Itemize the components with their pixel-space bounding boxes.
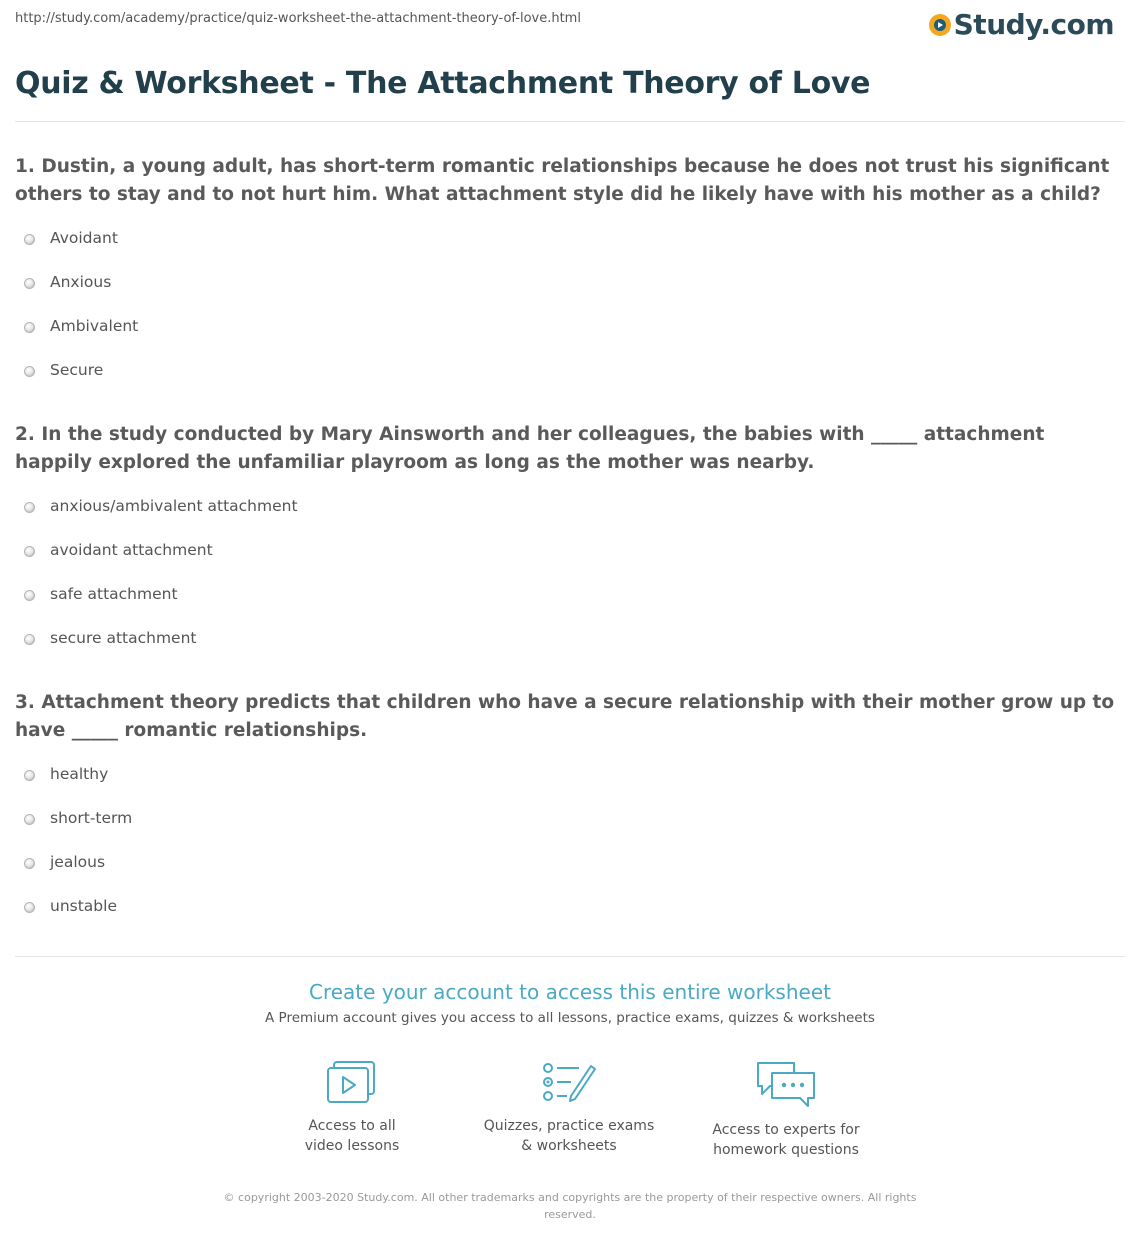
answer-label: safe attachment — [50, 585, 178, 603]
answer-option[interactable] — [20, 629, 298, 673]
answer-option[interactable] — [20, 317, 138, 361]
feature-quizzes — [469, 1060, 669, 1156]
answer-label: anxious/ambivalent attachment — [50, 497, 298, 515]
question-3: 3. Attachment theory predicts that children who have a secure relationship with their mother grow up to have _____ romantic relationships. — [15, 692, 1115, 741]
radio-button[interactable] — [24, 322, 35, 333]
title-divider — [15, 121, 1125, 122]
feature-label-line1: Access to all — [308, 1118, 396, 1134]
question-2: 2. In the study conducted by Mary Ainsworth and her colleagues, the babies with _____ attachment happily explored the unfamiliar playroom as long as the mother was nearby. — [15, 424, 1045, 473]
answer-list-1 — [20, 229, 138, 405]
video-lessons-icon — [326, 1060, 378, 1106]
radio-button[interactable] — [24, 858, 35, 869]
radio-button[interactable] — [24, 814, 35, 825]
feature-label-line2: video lessons — [304, 1138, 400, 1154]
radio-button[interactable] — [24, 502, 35, 513]
feature-label-line2: & worksheets — [521, 1138, 617, 1154]
section-divider — [15, 956, 1125, 957]
answer-label: Ambivalent — [50, 317, 139, 335]
answer-label: avoidant attachment — [50, 541, 213, 559]
radio-button[interactable] — [24, 546, 35, 557]
page-title: Quiz & Worksheet - The Attachment Theory of Love — [15, 66, 871, 101]
answer-list-2 — [20, 497, 298, 673]
answer-option[interactable] — [20, 229, 138, 273]
answer-option[interactable] — [20, 585, 298, 629]
radio-button[interactable] — [24, 590, 35, 601]
answer-label: secure attachment — [50, 629, 197, 647]
answer-label: Secure — [50, 361, 104, 379]
create-account-link[interactable]: Create your account to access this entire worksheet — [309, 980, 831, 1004]
cta-subtitle: A Premium account gives you access to all lessons, practice exams, quizzes & worksheets — [265, 1010, 875, 1026]
study-logo[interactable] — [929, 8, 1114, 41]
play-circle-logo-icon — [929, 14, 951, 36]
feature-experts — [686, 1060, 886, 1160]
answer-option[interactable] — [20, 765, 132, 809]
radio-button[interactable] — [24, 366, 35, 377]
answer-label: Anxious — [50, 273, 112, 291]
quiz-checklist-icon — [541, 1060, 597, 1106]
radio-button[interactable] — [24, 770, 35, 781]
radio-button[interactable] — [24, 634, 35, 645]
logo-text: Study.com — [953, 8, 1114, 41]
answer-label: short-term — [50, 809, 133, 827]
answer-option[interactable] — [20, 361, 138, 405]
feature-label-line1: Quizzes, practice exams — [483, 1118, 655, 1134]
answer-label: healthy — [50, 765, 109, 783]
chat-bubbles-icon — [754, 1060, 818, 1110]
feature-label-line1: Access to experts for — [712, 1122, 860, 1138]
radio-button[interactable] — [24, 278, 35, 289]
answer-option[interactable] — [20, 853, 132, 897]
answer-option[interactable] — [20, 497, 298, 541]
radio-button[interactable] — [24, 234, 35, 245]
page-url: http://study.com/academy/practice/quiz-worksheet-the-attachment-theory-of-love.html — [15, 11, 581, 26]
footer-line2: reserved. — [544, 1208, 596, 1221]
radio-button[interactable] — [24, 902, 35, 913]
answer-label: Avoidant — [50, 229, 118, 247]
feature-video-lessons — [252, 1060, 452, 1156]
answer-label: unstable — [50, 897, 117, 915]
answer-option[interactable] — [20, 897, 132, 941]
answer-option[interactable] — [20, 273, 138, 317]
question-1: 1. Dustin, a young adult, has short-term romantic relationships because he does not trust his significant others to stay and to not hurt him. What attachment style did he likely have with his mother as a child? — [15, 156, 1110, 205]
footer-line1: © copyright 2003-2020 Study.com. All other trademarks and copyrights are the property of their respective owners. All rights — [223, 1191, 917, 1204]
answer-label: jealous — [50, 853, 106, 871]
answer-option[interactable] — [20, 809, 132, 853]
answer-list-3 — [20, 765, 132, 941]
copyright-footer — [210, 1189, 930, 1223]
answer-option[interactable] — [20, 541, 298, 585]
feature-label-line2: homework questions — [713, 1142, 859, 1158]
